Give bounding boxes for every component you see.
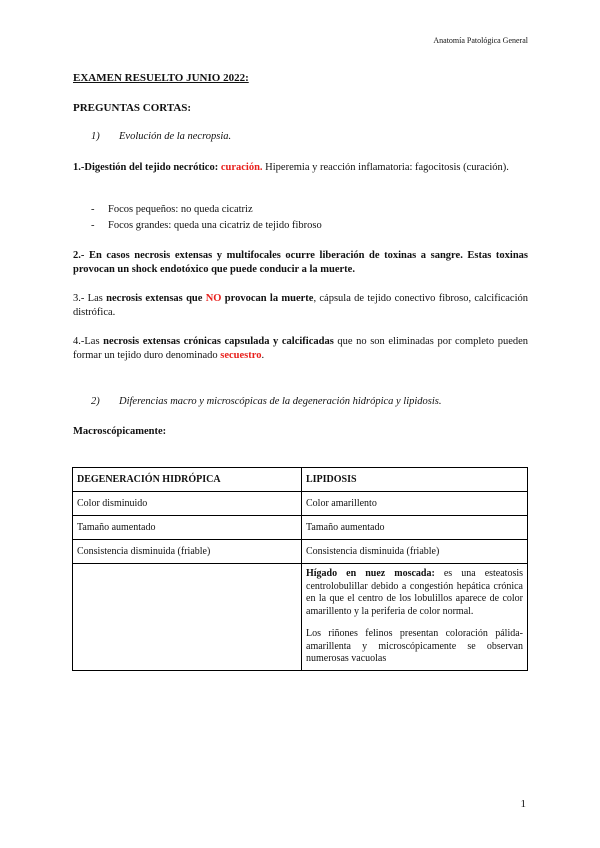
- question-text: Evolución de la necropsia.: [119, 131, 232, 142]
- cell-paragraph: [306, 568, 523, 618]
- question-number: 1): [91, 131, 100, 142]
- table-cell: Color amarillento: [302, 492, 528, 516]
- cell-text: es una esteatosis centrolobulillar debido a congestión hepática crónica en la que el centro de los lobulillos aparece de color amarillento y la periferia de color normal.: [306, 568, 524, 617]
- bullet-dash: -: [91, 204, 95, 215]
- paragraph-1: [73, 161, 528, 175]
- highlight-red: curación.: [220, 162, 263, 173]
- paragraph-text: 4.-Las: [73, 336, 100, 347]
- section-label: Macroscópicamente:: [73, 426, 167, 437]
- list-item-text: Focos grandes: queda una cicatriz de tejido fibroso: [108, 220, 322, 231]
- question-2: [91, 396, 442, 407]
- paragraph-bold: necrosis extensas que: [106, 293, 203, 304]
- table-cell: [302, 564, 528, 671]
- paragraph-bold: necrosis extensas crónicas capsulada y calcificadas: [103, 336, 334, 347]
- page-title: EXAMEN RESUELTO JUNIO 2022:: [73, 72, 249, 84]
- table-cell: Tamaño aumentado: [302, 516, 528, 540]
- paragraph-lead: 1.-Digestión del tejido necrótico:: [73, 162, 219, 173]
- highlight-red: NO: [205, 293, 222, 304]
- question-number: 2): [91, 396, 100, 407]
- table-header-cell: DEGENERACIÓN HIDRÓPICA: [73, 468, 302, 492]
- table-cell: Consistencia disminuida (friable): [302, 540, 528, 564]
- page-number: 1: [520, 798, 526, 810]
- paragraph-text: , cápsula de tejido conectivo fibroso, calcificación distrófica.: [73, 293, 529, 318]
- paragraph-4: [73, 335, 528, 363]
- table-row: [73, 540, 528, 564]
- paragraph-bold: provocan la muerte: [224, 293, 314, 304]
- question-text: Diferencias macro y microscópicas de la degeneración hidrópica y lipidosis.: [119, 396, 442, 407]
- list-item-text: Focos pequeños: no queda cicatriz: [108, 204, 253, 215]
- table-cell-empty: [73, 564, 302, 671]
- paragraph-2: 2.- En casos necrosis extensas y multifocales ocurre liberación de toxinas a sangre. Estas toxinas provocan un shock endotóxico que puede conducir a la muerte.: [73, 250, 528, 275]
- table-cell: Tamaño aumentado: [73, 516, 302, 540]
- comparison-table: [72, 467, 528, 671]
- paragraph-text: que no son eliminadas por completo pueden formar un tejido duro denominado: [73, 336, 529, 361]
- cell-lead: Hígado en nuez moscada:: [306, 568, 435, 579]
- list-item: [91, 220, 322, 231]
- table-cell: Consistencia disminuida (friable): [73, 540, 302, 564]
- paragraph-text: Hiperemia y reacción inflamatoria: fagocitosis (curación).: [265, 162, 509, 173]
- table-header-row: [73, 468, 528, 492]
- table-row: [73, 516, 528, 540]
- paragraph-text: 3.- Las: [73, 293, 103, 304]
- list-item: [91, 204, 253, 215]
- cell-paragraph: Los riñones felinos presentan coloración pálida-amarillenta y microscópicamente se observan numerosas vacuolas: [306, 628, 523, 664]
- paragraph-3: [73, 292, 528, 320]
- highlight-red: secuestro: [220, 350, 262, 361]
- section-subtitle: PREGUNTAS CORTAS:: [73, 102, 192, 114]
- bullet-dash: -: [91, 220, 95, 231]
- page-header: Anatomía Patológica General: [433, 36, 528, 45]
- table-cell: Color disminuido: [73, 492, 302, 516]
- table-header-cell: LIPIDOSIS: [302, 468, 528, 492]
- table-row: [73, 492, 528, 516]
- table-row: [73, 564, 528, 671]
- paragraph-text: .: [261, 350, 265, 361]
- question-1: [91, 131, 231, 142]
